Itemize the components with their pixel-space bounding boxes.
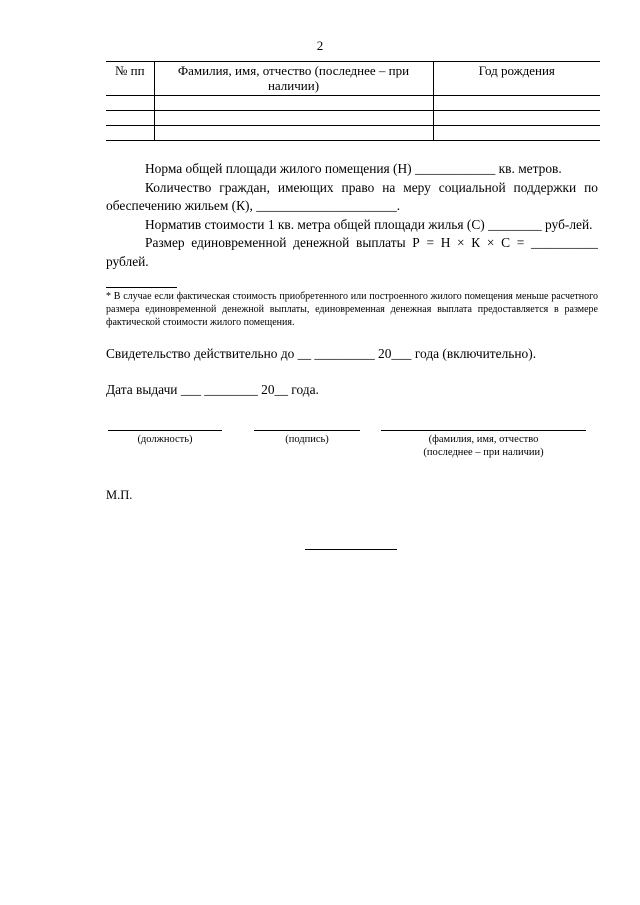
- table-cell: [433, 126, 600, 141]
- table-cell: [154, 126, 433, 141]
- column-header-birth-year: Год рождения: [433, 62, 600, 96]
- signature-caption: (подпись): [285, 434, 329, 445]
- table-cell: [106, 96, 154, 111]
- footnote-divider: [106, 287, 177, 288]
- full-name-caption-main: (фамилия, имя, отчество: [428, 434, 539, 445]
- end-divider: [305, 549, 397, 550]
- calculation-section: [106, 160, 598, 271]
- table-cell: [106, 126, 154, 141]
- full-name-caption: [381, 433, 586, 459]
- issue-date-line: Дата выдачи ___ ________ 20__ года.: [106, 382, 319, 397]
- column-header-number: № пп: [114, 63, 145, 78]
- validity-line: Свидетельство действительно до __ _________ 20___ года (включительно).: [106, 346, 537, 361]
- signature-line: [254, 430, 360, 431]
- table-row: [106, 96, 600, 111]
- citizens-count-line: Количество граждан, имеющих право на меру социальной поддержки по обеспечению жильем (К), _____________________.: [106, 179, 598, 213]
- table-row: [106, 126, 600, 141]
- position-signature-line: [108, 430, 222, 431]
- full-name-caption-note: (последнее – при наличии): [423, 447, 544, 458]
- position-caption: (должность): [137, 434, 193, 445]
- full-name-signature-line: [381, 430, 586, 431]
- footnote: * В случае если фактическая стоимость приобретенного или построенного жилого помещения меньше расчетного размера единовременной денежной выплаты, единовременная денежная выплата предоставляется в размере фактической стоимости жилого помещения.: [106, 291, 598, 328]
- citizens-table: [106, 61, 600, 141]
- table-cell: [154, 111, 433, 126]
- table-cell: [433, 111, 600, 126]
- table-cell: [106, 111, 154, 126]
- table-row: [106, 111, 600, 126]
- seal-mark: М.П.: [106, 488, 133, 502]
- table-cell: [154, 96, 433, 111]
- column-header-full-name: Фамилия, имя, отчество (последнее – при наличии): [154, 62, 433, 96]
- table-header-row: [106, 62, 600, 96]
- payment-amount-line: Размер единовременной денежной выплаты Р = Н × К × С = __________ рублей.: [106, 235, 598, 269]
- cost-norm-line: Норматив стоимости 1 кв. метра общей площади жилья (С) ________ руб-лей.: [145, 216, 593, 232]
- table-cell: [433, 96, 600, 111]
- page-number: 2: [316, 38, 324, 53]
- living-area-norm-line: Норма общей площади жилого помещения (Н) ____________ кв. метров.: [145, 161, 562, 176]
